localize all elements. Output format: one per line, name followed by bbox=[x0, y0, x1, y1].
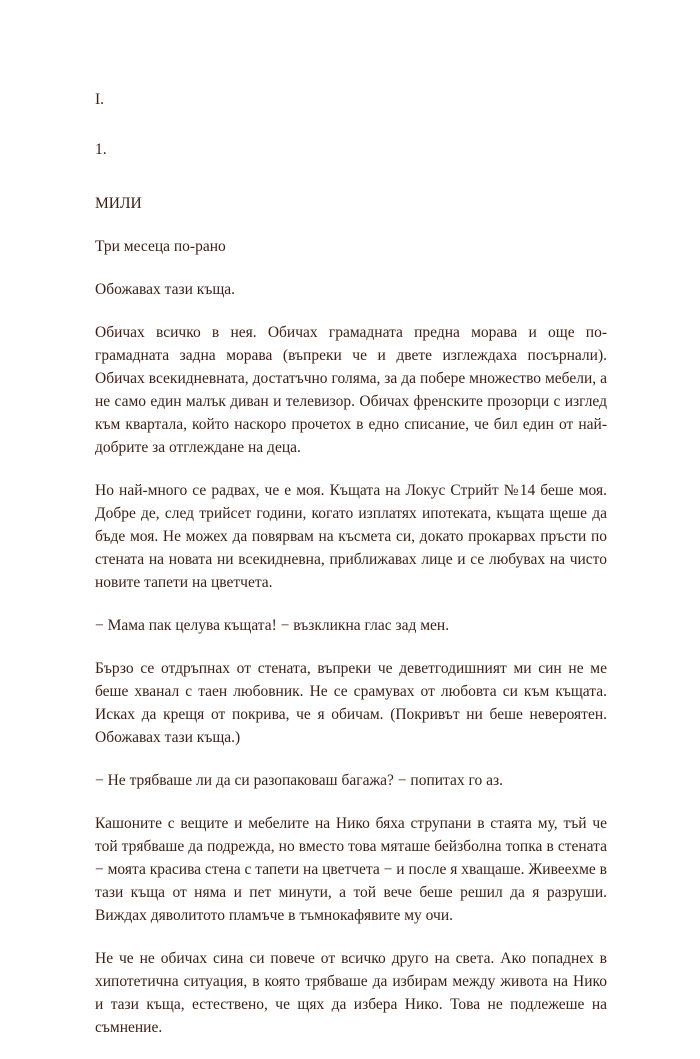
paragraph: Не че не обичах сина си повече от всичко друго на света. Ако попаднех в хипотетична ситуация, в която трябваше да избирам между живота на Нико и тази къща, естествено, че щях да избера Нико. Това не подлежеше на съмнение. bbox=[95, 950, 607, 1036]
paragraph: Но най-много се радвах, че е моя. Къщата на Локус Стрийт №14 беше моя. Добре де, след трийсет години, когато изплатях ипотеката, къщата щеше да бъде моя. Не можех да повярвам на късмета си, докато прокарвах пръсти по стената на новата ни всекидневна, приближавах лице и се любувах на чисто новите тапети на цветчета. bbox=[95, 482, 607, 591]
part-marker: I. bbox=[95, 91, 105, 108]
chapter-title: МИЛИ bbox=[95, 195, 142, 212]
time-note: Три месеца по-рано bbox=[95, 238, 226, 255]
dialogue-line: − Мама пак целува къщата! − възкликна глас зад мен. bbox=[95, 617, 450, 634]
paragraph: Обожавах тази къща. bbox=[95, 281, 236, 298]
chapter-number: 1. bbox=[95, 141, 107, 158]
paragraph: Кашоните с вещите и мебелите на Нико бяха струпани в стаята му, тъй че той трябваше да подрежда, но вместо това мяташе бейзболна топка в стената − моята красива стена с тапети на цветчета − и после я хващаше. Живеехме в тази къща от няма и пет минути, а той вече беше решил да я разруши. Виждах дяволитото пламъче в тъмнокафявите му очи. bbox=[95, 815, 607, 924]
book-page bbox=[95, 88, 607, 1059]
paragraph: Обичах всичко в нея. Обичах грамадната предна морава и още по-грамадната задна морава (въпреки че и двете изглеждаха посърнали). Обичах всекидневната, достатъчно голяма, за да побере множество мебели, а не само един малък диван и телевизор. Обичах френските прозорци с изглед към квартала, който наскоро прочетох в едно списание, че бил един от най-добрите за отглеждане на деца. bbox=[95, 324, 607, 456]
dialogue-line: − Не трябваше ли да си разопаковаш багажа? − попитах го аз. bbox=[95, 772, 503, 789]
paragraph: Бързо се отдръпнах от стената, въпреки че деветгодишният ми син не ме беше хванал с таен любовник. Не се срамувах от любовта си към къщата. Исках да крещя от покрива, че я обичам. (Покривът ни беше невероятен. Обожавах тази къща.) bbox=[95, 660, 607, 746]
